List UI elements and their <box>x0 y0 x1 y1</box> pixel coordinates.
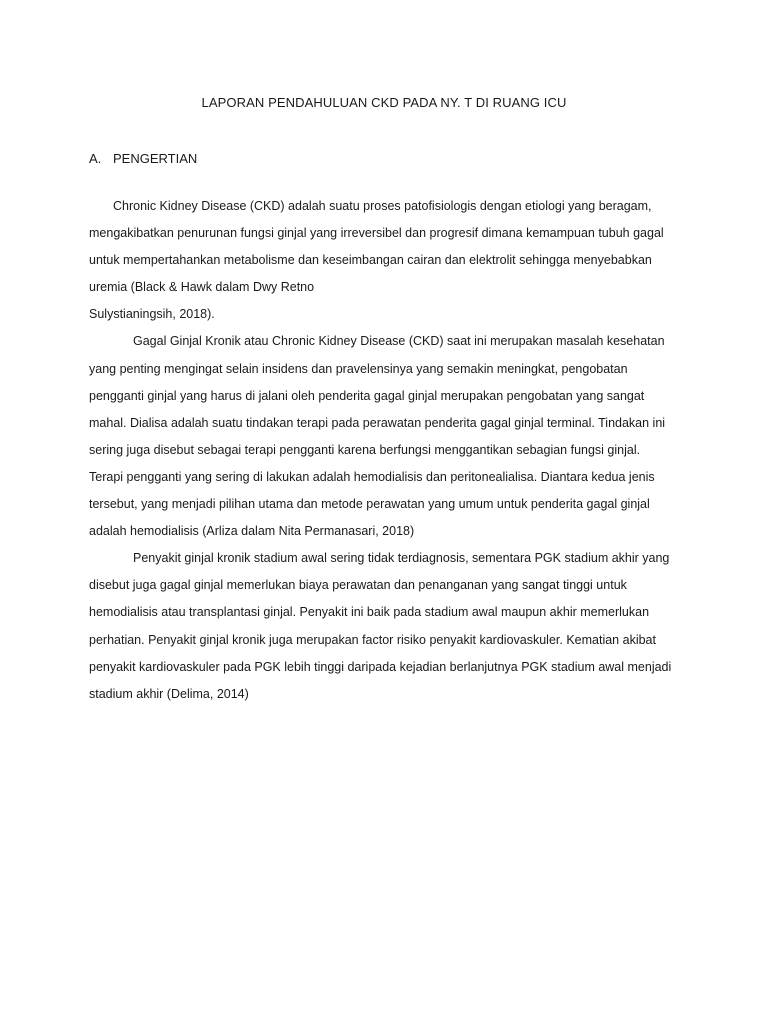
paragraph-line: Sulystianingsih, 2018). <box>89 307 215 322</box>
paragraph-line: uremia (Black & Hawk dalam Dwy Retno <box>89 280 315 295</box>
section-body <box>89 197 689 712</box>
paragraph-line: yang penting mengingat selain insidens dan pravelensinya yang semakin meningkat, pengobatan <box>89 361 628 376</box>
paragraph-line: perhatian. Penyakit ginjal kronik juga merupakan factor risiko penyakit kardiovaskuler. Kematian akibat <box>89 632 656 647</box>
paragraph-line: penyakit kardiovaskuler pada PGK lebih tinggi daripada kejadian berlanjutnya PGK stadium awal menjadi <box>89 659 672 674</box>
paragraph-line: mengakibatkan penurunan fungsi ginjal yang irreversibel dan progresif dimana kemampuan tubuh gagal <box>89 226 664 241</box>
paragraph-line: adalah hemodialisis (Arliza dalam Nita Permanasari, 2018) <box>89 524 415 539</box>
paragraph-line: untuk mempertahankan metabolisme dan keseimbangan cairan dan elektrolit sehingga menyebabkan <box>89 253 652 268</box>
paragraph-line: disebut juga gagal ginjal memerlukan biaya perawatan dan penanganan yang sangat tinggi untuk <box>89 578 627 593</box>
paragraph-line: Gagal Ginjal Kronik atau Chronic Kidney Disease (CKD) saat ini merupakan masalah kesehatan <box>133 334 665 349</box>
paragraph-line: Terapi pengganti yang sering di lakukan adalah hemodialisis dan peritonealialisa. Diantara kedua jenis <box>89 469 655 484</box>
section-label: PENGERTIAN <box>113 151 198 166</box>
paragraph-line: Chronic Kidney Disease (CKD) adalah suatu proses patofisiologis dengan etiologi yang beragam, <box>113 199 652 213</box>
paragraph-line: Penyakit ginjal kronik stadium awal sering tidak terdiagnosis, sementara PGK stadium akhir yang <box>133 551 670 566</box>
section-heading <box>89 150 197 168</box>
paragraph-line: sering juga disebut sebagai terapi pengganti karena berfungsi menggantikan sebagian fungsi ginjal. <box>89 442 641 457</box>
document-title: LAPORAN PENDAHULUAN CKD PADA NY. T DI RUANG ICU <box>201 95 567 110</box>
paragraph-line: tersebut, yang menjadi pilihan utama dan metode perawatan yang umum untuk penderita gagal ginjal <box>89 497 650 512</box>
paragraph-line: pengganti ginjal yang harus di jalani oleh penderita gagal ginjal merupakan pengobatan yang sangat <box>89 388 645 403</box>
paragraph-line: mahal. Dialisa adalah suatu tindakan terapi pada perawatan penderita gagal ginjal terminal. Tindakan ini <box>89 415 666 430</box>
paragraph-line: hemodialisis atau transplantasi ginjal. Penyakit ini baik pada stadium awal maupun akhir memerlukan <box>89 605 650 620</box>
section-number: A. <box>89 151 102 166</box>
paragraph-line: stadium akhir (Delima, 2014) <box>89 686 249 701</box>
